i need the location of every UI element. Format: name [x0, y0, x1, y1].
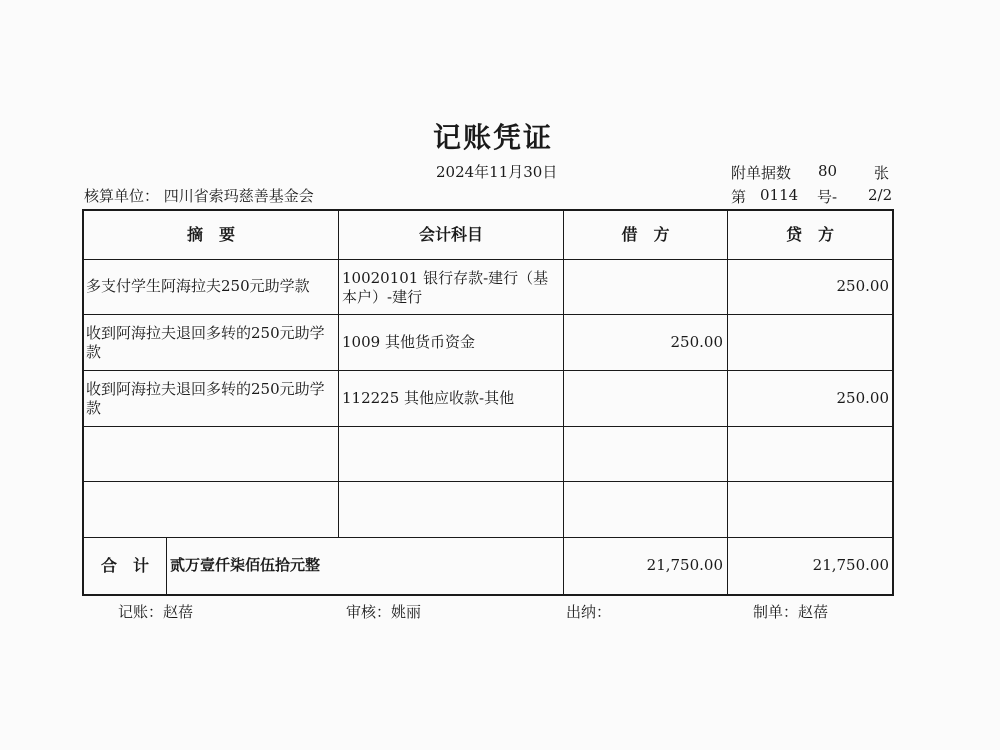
reviewer-signature	[346, 601, 421, 622]
unit-label: 核算单位：	[84, 187, 160, 205]
voucher-page: 2/2	[868, 186, 893, 204]
row-1-account: 10020101 银行存款-建行（基本户）-建行	[342, 269, 549, 306]
preparer-label: 制单：	[753, 603, 799, 621]
row-1-summary: 多支付学生阿海拉夫250元助学款	[86, 277, 310, 295]
total-debit: 21,750.00	[646, 556, 723, 574]
row-3-credit: 250.00	[836, 389, 889, 407]
voucher-number-suffix: 号-	[817, 188, 838, 206]
accounting-unit	[84, 185, 314, 206]
reviewer-label: 审核：	[346, 603, 392, 621]
header-debit: 借 方	[621, 225, 670, 244]
table-border-top	[82, 209, 894, 211]
unit-name: 四川省索玛慈善基金会	[163, 187, 314, 205]
total-amount-words: 贰万壹仟柒佰伍拾元整	[170, 556, 321, 574]
row-divider	[82, 426, 894, 427]
header-summary: 摘 要	[186, 225, 235, 244]
attachments-count: 80	[818, 162, 838, 180]
row-divider	[82, 314, 894, 315]
bookkeeper-signature	[118, 601, 193, 622]
row-divider	[82, 537, 894, 538]
row-2-debit: 250.00	[670, 333, 723, 351]
table-border-right	[892, 209, 894, 596]
col-divider	[166, 537, 167, 595]
row-3-summary: 收到阿海拉夫退回多转的250元助学款	[86, 380, 325, 417]
voucher-number: 0114	[760, 186, 799, 204]
voucher-title: 记账凭证	[432, 121, 553, 154]
attachments-label: 附单据数	[731, 164, 792, 182]
row-1-credit: 250.00	[836, 277, 889, 295]
header-credit: 贷 方	[785, 225, 834, 244]
row-2-summary: 收到阿海拉夫退回多转的250元助学款	[86, 324, 325, 361]
col-divider	[338, 209, 339, 537]
row-3-account: 112225 其他应收款-其他	[342, 389, 515, 407]
reviewer-name: 姚丽	[391, 603, 422, 621]
bookkeeper-name: 赵蓓	[163, 603, 194, 621]
total-credit: 21,750.00	[812, 556, 889, 574]
header-account: 会计科目	[418, 225, 483, 244]
col-divider	[563, 209, 564, 595]
voucher-date: 2024年11月30日	[436, 163, 558, 181]
row-2-account: 1009 其他货币资金	[342, 333, 475, 351]
preparer-signature	[753, 601, 828, 622]
attachments-unit: 张	[874, 164, 890, 182]
col-divider	[727, 209, 728, 595]
total-label: 合 计	[100, 556, 149, 575]
voucher-number-prefix: 第	[731, 188, 747, 206]
table-border-bottom	[82, 594, 894, 596]
row-divider	[82, 481, 894, 482]
cashier-label: 出纳：	[566, 603, 612, 621]
cashier-signature	[566, 601, 611, 622]
row-divider	[82, 370, 894, 371]
bookkeeper-label: 记账：	[118, 603, 164, 621]
preparer-name: 赵蓓	[798, 603, 829, 621]
table-border-left	[82, 209, 84, 596]
row-divider	[82, 259, 894, 260]
